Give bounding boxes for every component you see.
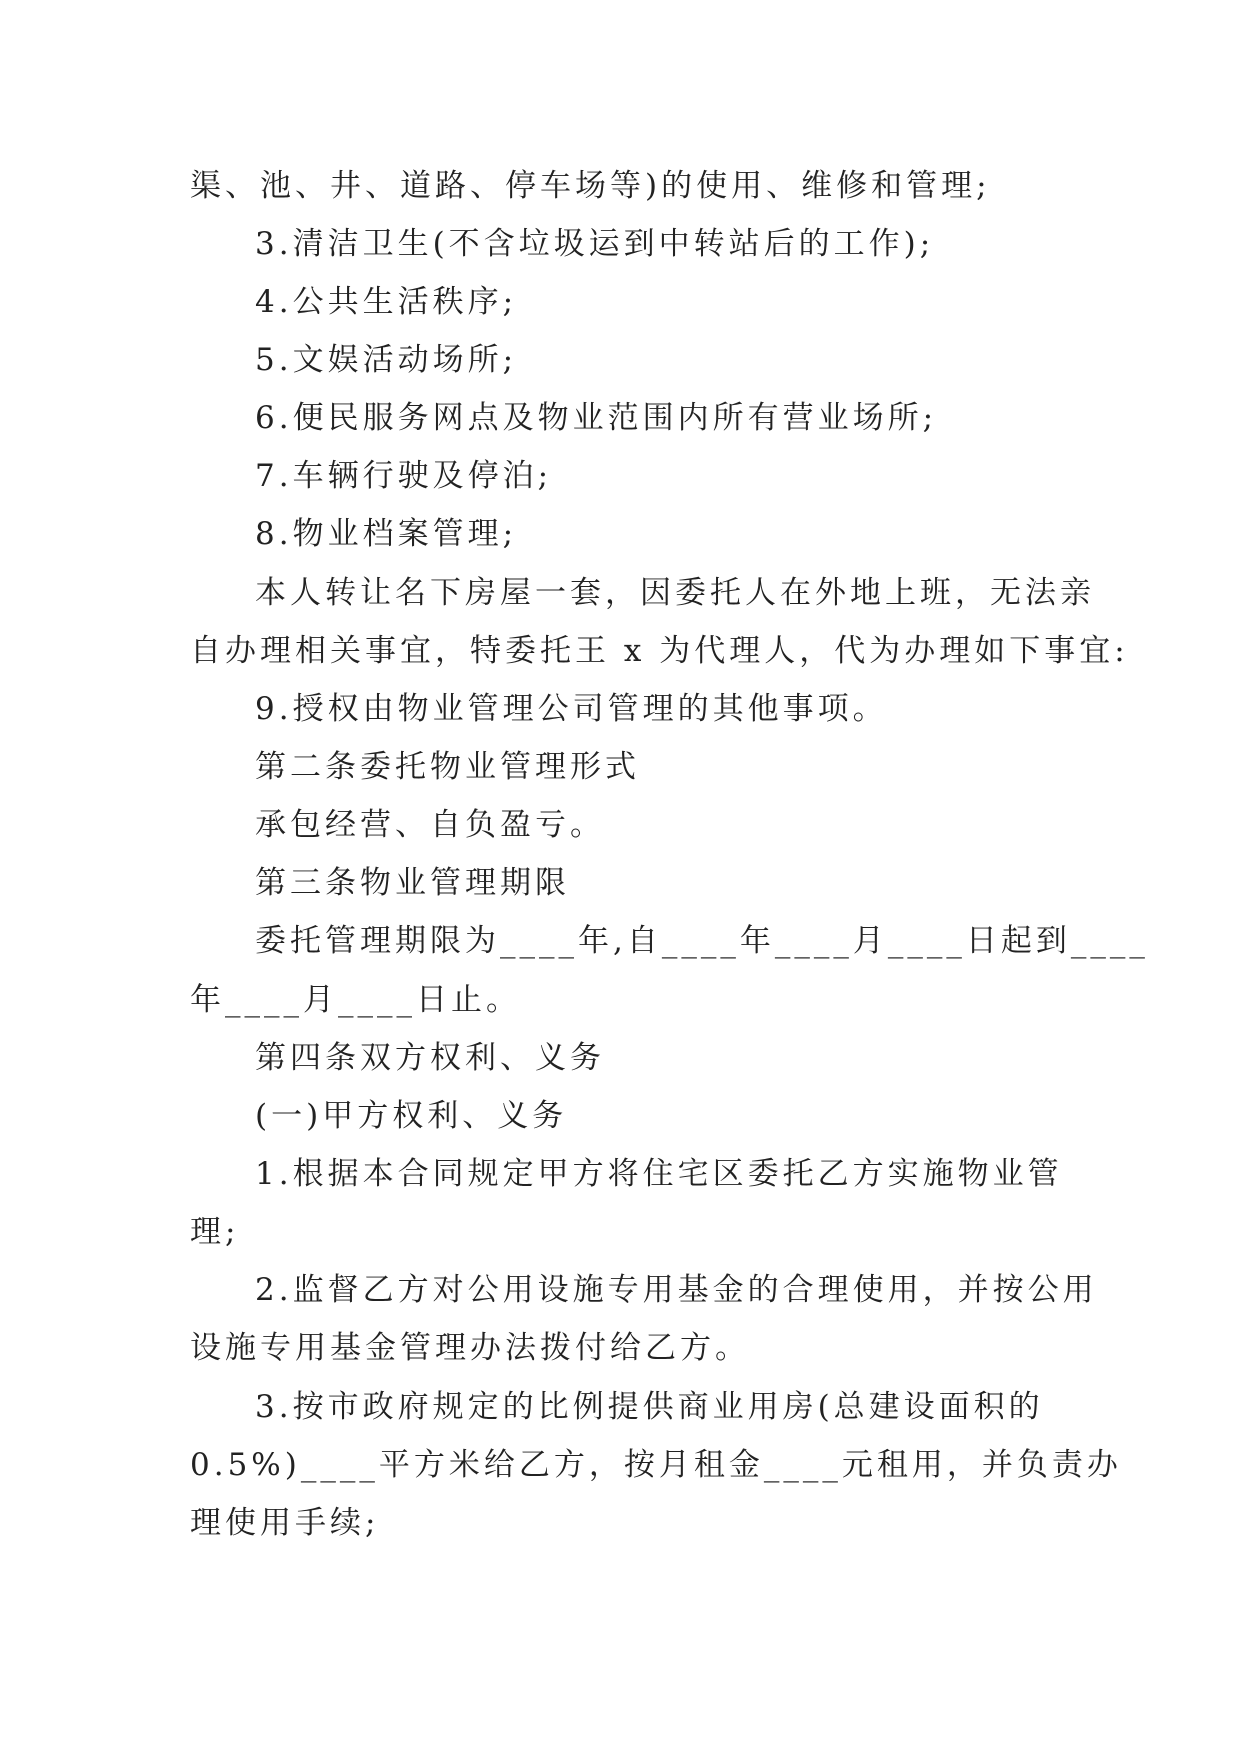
list-item: 3.按市政府规定的比例提供商业用房(总建设面积的 [255,1389,1044,1425]
list-item: 5.文娱活动场所; [255,342,518,378]
list-item: 1.根据本合同规定甲方将住宅区委托乙方实施物业管 [255,1156,1063,1192]
paragraph-line: 年____月____日止。 [190,982,521,1018]
paragraph-line: 设施专用基金管理办法拨付给乙方。 [190,1330,750,1366]
list-item: 9.授权由物业管理公司管理的其他事项。 [255,691,888,727]
section-heading: 第三条物业管理期限 [255,865,570,901]
list-item: 6.便民服务网点及物业范围内所有营业场所; [255,400,938,436]
paragraph-line: 理; [190,1214,240,1250]
list-item: 7.车辆行驶及停泊; [255,458,553,494]
paragraph-line: 承包经营、自负盈亏。 [255,807,605,843]
text-line: 渠、池、井、道路、停车场等)的使用、维修和管理; [190,168,991,204]
list-item: 2.监督乙方对公用设施专用基金的合理使用，并按公用 [255,1272,1098,1308]
paragraph-line: 0.5%)____平方米给乙方，按月租金____元租用，并负责办 [190,1447,1122,1483]
list-item: 4.公共生活秩序; [255,284,518,320]
paragraph-line: 委托管理期限为____年,自____年____月____日起到____ [255,923,1149,959]
list-item: 3.清洁卫生(不含垃圾运到中转站后的工作); [255,226,935,262]
paragraph-line: 自办理相关事宜，特委托王 x 为代理人，代为办理如下事宜: [190,633,1129,669]
section-heading: 第四条双方权利、义务 [255,1040,605,1076]
subsection-heading: (一)甲方权利、义务 [255,1098,568,1134]
list-item: 8.物业档案管理; [255,516,518,552]
paragraph-line: 本人转让名下房屋一套，因委托人在外地上班，无法亲 [255,575,1095,611]
section-heading: 第二条委托物业管理形式 [255,749,640,785]
paragraph-line: 理使用手续; [190,1505,380,1541]
